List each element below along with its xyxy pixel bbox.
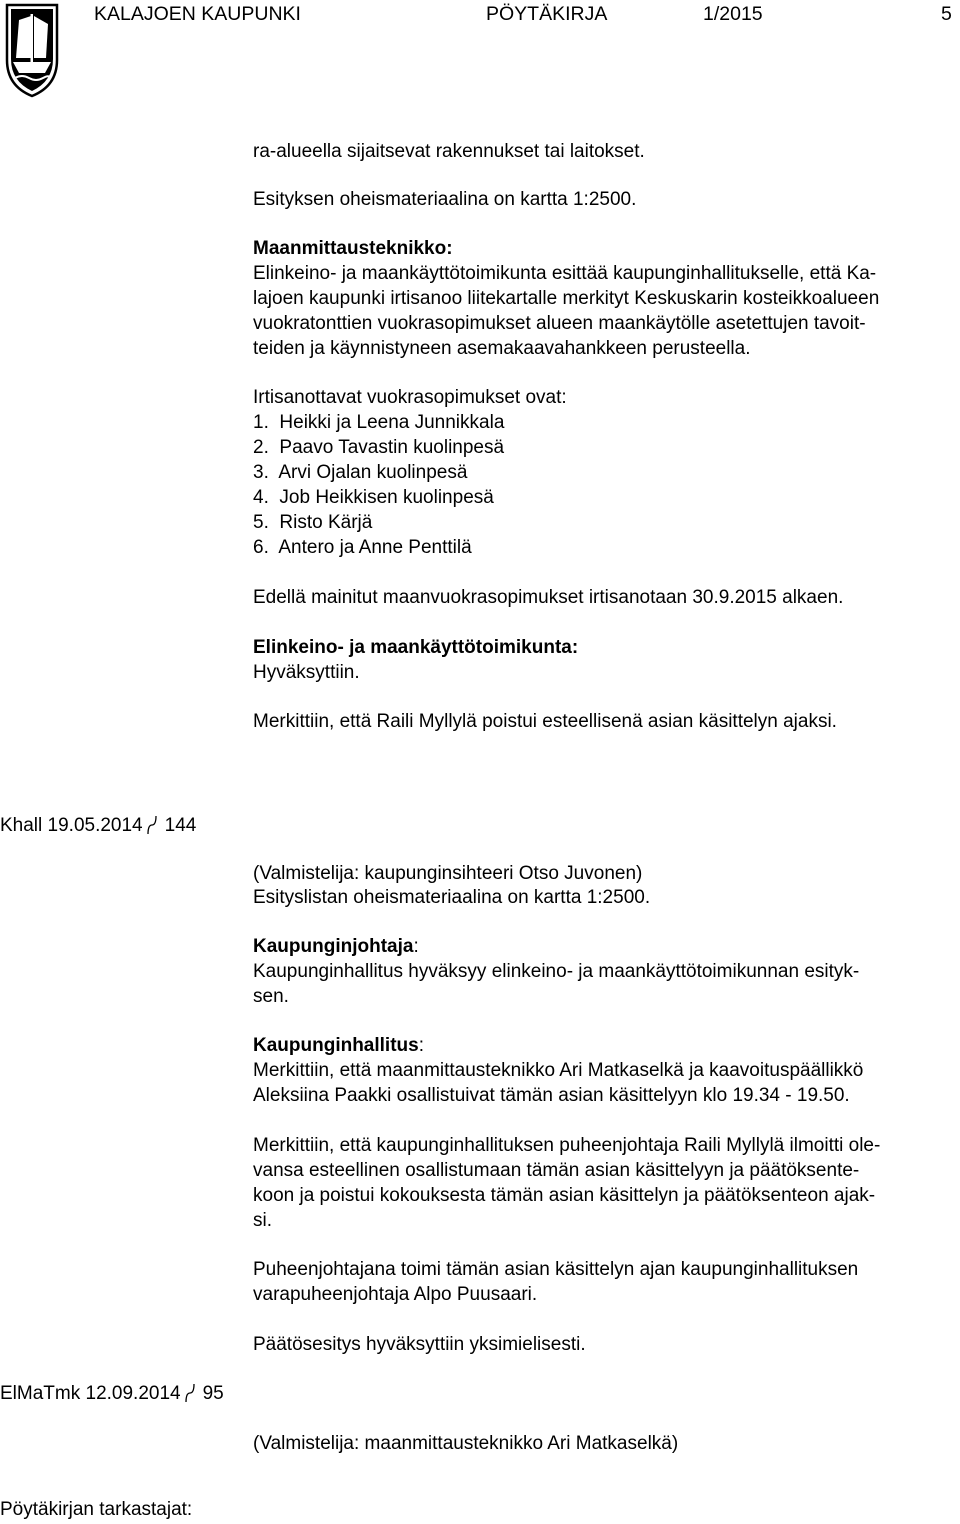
meeting-reference-date: ElMaTmk 12.09.2014 (0, 1383, 181, 1404)
heading-kaupunginjohtaja (253, 935, 419, 959)
heading-kaupunginjohtaja-text: Kaupunginjohtaja (253, 936, 414, 957)
paragraph-line: Merkittiin, että kaupunginhallituksen puheenjohtaja Raili Myllylä ilmoitti ole- (253, 1135, 881, 1156)
header-document-type: PÖYTÄKIRJA (486, 3, 608, 25)
city-coat-of-arms (4, 2, 60, 98)
meeting-reference-number: 95 (202, 1383, 224, 1404)
paragraph-line: Merkittiin, että maanmittausteknikko Ari Matkaselkä ja kaavoituspäällikkö (253, 1060, 864, 1081)
list-item-number: 4. (253, 487, 269, 508)
header-page-number: 5 (941, 3, 952, 25)
list-item-number: 2. (253, 437, 269, 458)
attachment-note: Esityslistan oheismateriaalina on kartta 1:2500. (253, 887, 651, 908)
heading-maanmittausteknikko: Maanmittausteknikko: (253, 238, 453, 259)
list-item (253, 411, 504, 435)
footer-reviewers-label: Pöytäkirjan tarkastajat: (0, 1499, 193, 1520)
list-item (253, 511, 372, 535)
list-item (253, 436, 504, 460)
meeting-reference-number: 144 (164, 815, 197, 836)
decision-text: Hyväksyttiin. (253, 662, 360, 683)
list-item (253, 486, 494, 510)
section-mark-icon (185, 1383, 195, 1403)
list-item-text: Job Heikkisen kuolinpesä (279, 487, 494, 508)
meeting-reference-elmatmk (0, 1382, 224, 1406)
list-item-text: Antero ja Anne Penttilä (278, 537, 472, 558)
list-item-text: Heikki ja Leena Junnikkala (279, 412, 505, 433)
attachment-note: Esityksen oheismateriaalina on kartta 1:2500. (253, 189, 637, 210)
paragraph-line: Kaupunginhallitus hyväksyy elinkeino- ja maankäyttötoimikunnan esityk- (253, 961, 860, 982)
heading-elinkeino-toimikunta: Elinkeino- ja maankäyttötoimikunta: (253, 637, 579, 658)
paragraph-line: varapuheenjohtaja Alpo Puusaari. (253, 1284, 538, 1305)
list-item-number: 3. (253, 462, 269, 483)
preparer-note: (Valmistelija: maanmittausteknikko Ari Matkaselkä) (253, 1433, 679, 1454)
paragraph-line: Elinkeino- ja maankäyttötoimikunta esittää kaupunginhallitukselle, että Ka- (253, 263, 877, 284)
paragraph-line: sen. (253, 986, 289, 1007)
heading-kaupunginhallitus-text: Kaupunginhallitus (253, 1035, 419, 1056)
list-item-number: 6. (253, 537, 269, 558)
paragraph-line: teiden ja käynnistyneen asemakaavahankkeen perusteella. (253, 338, 751, 359)
paragraph-line: Aleksiina Paakki osallistuivat tämän asian käsittelyyn klo 19.34 - 19.50. (253, 1085, 850, 1106)
paragraph-line: Merkittiin, että Raili Myllylä poistui esteellisenä asian käsittelyn ajaksi. (253, 711, 837, 732)
paragraph-line: vansa esteellinen osallistumaan tämän asian käsittelyyn ja päätöksente- (253, 1160, 860, 1181)
meeting-reference-khall (0, 814, 196, 838)
header-organization: KALAJOEN KAUPUNKI (94, 3, 301, 25)
list-item-text: Arvi Ojalan kuolinpesä (278, 462, 468, 483)
paragraph-line: si. (253, 1210, 272, 1231)
list-item (253, 461, 467, 485)
preparer-note: (Valmistelija: kaupunginsihteeri Otso Juvonen) (253, 863, 643, 884)
list-item-number: 1. (253, 412, 269, 433)
paragraph-line: koon ja poistui kokouksesta tämän asian käsittelyn ja päätöksenteon ajak- (253, 1185, 876, 1206)
decision-text: Päätösesitys hyväksyttiin yksimielisesti. (253, 1334, 586, 1355)
list-title: Irtisanottavat vuokrasopimukset ovat: (253, 387, 567, 408)
list-item (253, 536, 472, 560)
paragraph-line: vuokratonttien vuokrasopimukset alueen maankäytölle asetettujen tavoit- (253, 313, 866, 334)
meeting-reference-date: Khall 19.05.2014 (0, 815, 143, 836)
paragraph-line: ra-alueella sijaitsevat rakennukset tai laitokset. (253, 141, 645, 162)
section-mark-icon (147, 815, 157, 835)
paragraph-line: Edellä mainitut maanvuokrasopimukset irtisanotaan 30.9.2015 alkaen. (253, 587, 844, 608)
list-item-text: Paavo Tavastin kuolinpesä (279, 437, 505, 458)
heading-kaupunginhallitus (253, 1034, 424, 1058)
list-item-text: Risto Kärjä (279, 512, 373, 533)
paragraph-line: lajoen kaupunki irtisanoo liitekartalle merkityt Keskuskarin kosteikkoalueen (253, 288, 880, 309)
heading-colon: : (418, 1035, 424, 1056)
list-item-number: 5. (253, 512, 269, 533)
paragraph-line: Puheenjohtajana toimi tämän asian käsittelyn ajan kaupunginhallituksen (253, 1259, 859, 1280)
header-document-number: 1/2015 (703, 3, 763, 25)
heading-colon: : (413, 936, 419, 957)
